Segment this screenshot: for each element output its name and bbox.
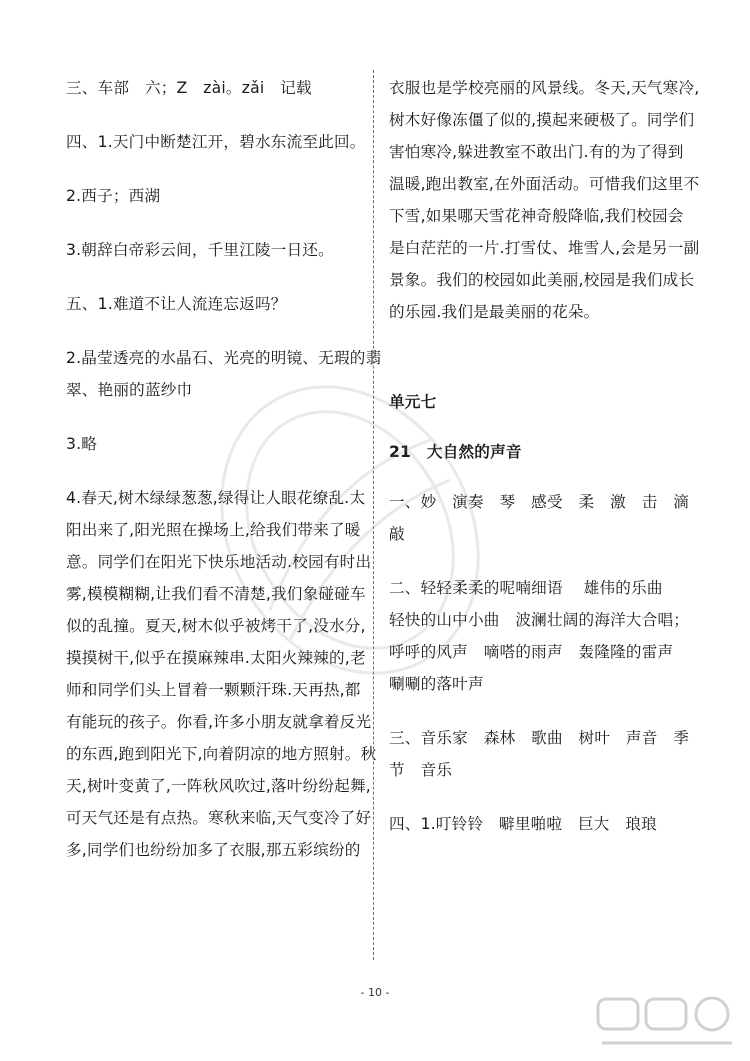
answer-line: 2.晶莹透亮的水晶石、光亮的明镜、无瑕的翡 — [66, 349, 382, 367]
essay-line: 摸摸树干,似乎在摸麻辣串.太阳火辣辣的,老 — [66, 649, 366, 667]
essay-line: 可天气还是有点热。寒秋来临,天气变冷了好 — [66, 809, 372, 827]
answer-line: 2.西子；西湖 — [66, 187, 161, 205]
answer-line: 一、妙 演奏 琴 感受 柔 激 击 滴 — [389, 493, 690, 511]
essay-line: 树木好像冻僵了似的,摸起来硬极了。同学们 — [389, 111, 695, 129]
essay-line: 师和同学们头上冒着一颗颗汗珠.天再热,都 — [66, 681, 361, 699]
answer-line: 3.略 — [66, 435, 98, 453]
column-divider — [373, 70, 374, 960]
answer-line: 五、1.难道不让人流连忘返吗？ — [66, 295, 287, 313]
essay-line: 雾,模模糊糊,让我们看不清楚,我们象碰碰车 — [66, 585, 366, 603]
essay-line: 温暖,跑出教室,在外面活动。可惜我们这里不 — [389, 175, 700, 193]
essay-line: 似的乱撞。夏天,树木似乎被烤干了,没水分, — [66, 617, 366, 635]
essay-line: 天,树叶变黄了,一阵秋风吹过,落叶纷纷起舞, — [66, 777, 371, 795]
essay-line: 有能玩的孩子。你看,许多小朋友就拿着反光 — [66, 713, 372, 731]
site-logo-icon — [592, 993, 742, 1055]
essay-line: 4.春天,树木绿绿葱葱,绿得让人眼花缭乱.太 — [66, 489, 366, 507]
essay-line: 的乐园.我们是最美丽的花朵。 — [389, 303, 600, 321]
answer-line: 3.朝辞白帝彩云间，千里江陵一日还。 — [66, 241, 334, 259]
essay-line: 阳出来了,阳光照在操场上,给我们带来了暖 — [66, 521, 361, 539]
lesson-title: 21 大自然的声音 — [389, 443, 522, 461]
page-number: - 10 - — [360, 986, 390, 999]
essay-line: 的东西,跑到阳光下,向着阴凉的地方照射。秋 — [66, 745, 377, 763]
answer-line: 三、车部 六；Z zài。zǎi 记载 — [66, 79, 312, 97]
answer-line: 唰唰的落叶声 — [389, 675, 484, 693]
essay-line: 下雪,如果哪天雪花神奇般降临,我们校园会 — [389, 207, 684, 225]
answer-line: 节 音乐 — [389, 761, 453, 779]
right-column — [389, 72, 700, 840]
answer-line: 呼呼的风声 嘀嗒的雨声 轰隆隆的雷声 — [389, 643, 674, 661]
essay-line: 意。同学们在阳光下快乐地活动.校园有时出 — [66, 553, 372, 571]
essay-line: 是白茫茫的一片.打雪仗、堆雪人,会是另一副 — [389, 239, 700, 257]
left-column — [66, 72, 382, 866]
answer-line: 三、音乐家 森林 歌曲 树叶 声音 季 — [389, 729, 690, 747]
answer-line: 翠、艳丽的蓝纱巾 — [66, 381, 193, 399]
essay-line: 多,同学们也纷纷加多了衣服,那五彩缤纷的 — [66, 841, 361, 859]
answer-line: 敲 — [389, 525, 405, 543]
essay-line: 衣服也是学校亮丽的风景线。冬天,天气寒冷, — [389, 79, 700, 97]
essay-line: 景象。我们的校园如此美丽,校园是我们成长 — [389, 271, 695, 289]
answer-line: 四、1.叮铃铃 噼里啪啦 巨大 琅琅 — [389, 815, 657, 833]
unit-title: 单元七 — [389, 393, 437, 411]
answer-line: 四、1.天门中断楚江开，碧水东流至此回。 — [66, 133, 366, 151]
essay-line: 害怕寒冷,躲进教室不敢出门.有的为了得到 — [389, 143, 684, 161]
answer-line: 轻快的山中小曲 波澜壮阔的海洋大合唱； — [389, 611, 690, 629]
answer-line: 二、轻轻柔柔的呢喃细语 雄伟的乐曲 — [389, 579, 663, 597]
